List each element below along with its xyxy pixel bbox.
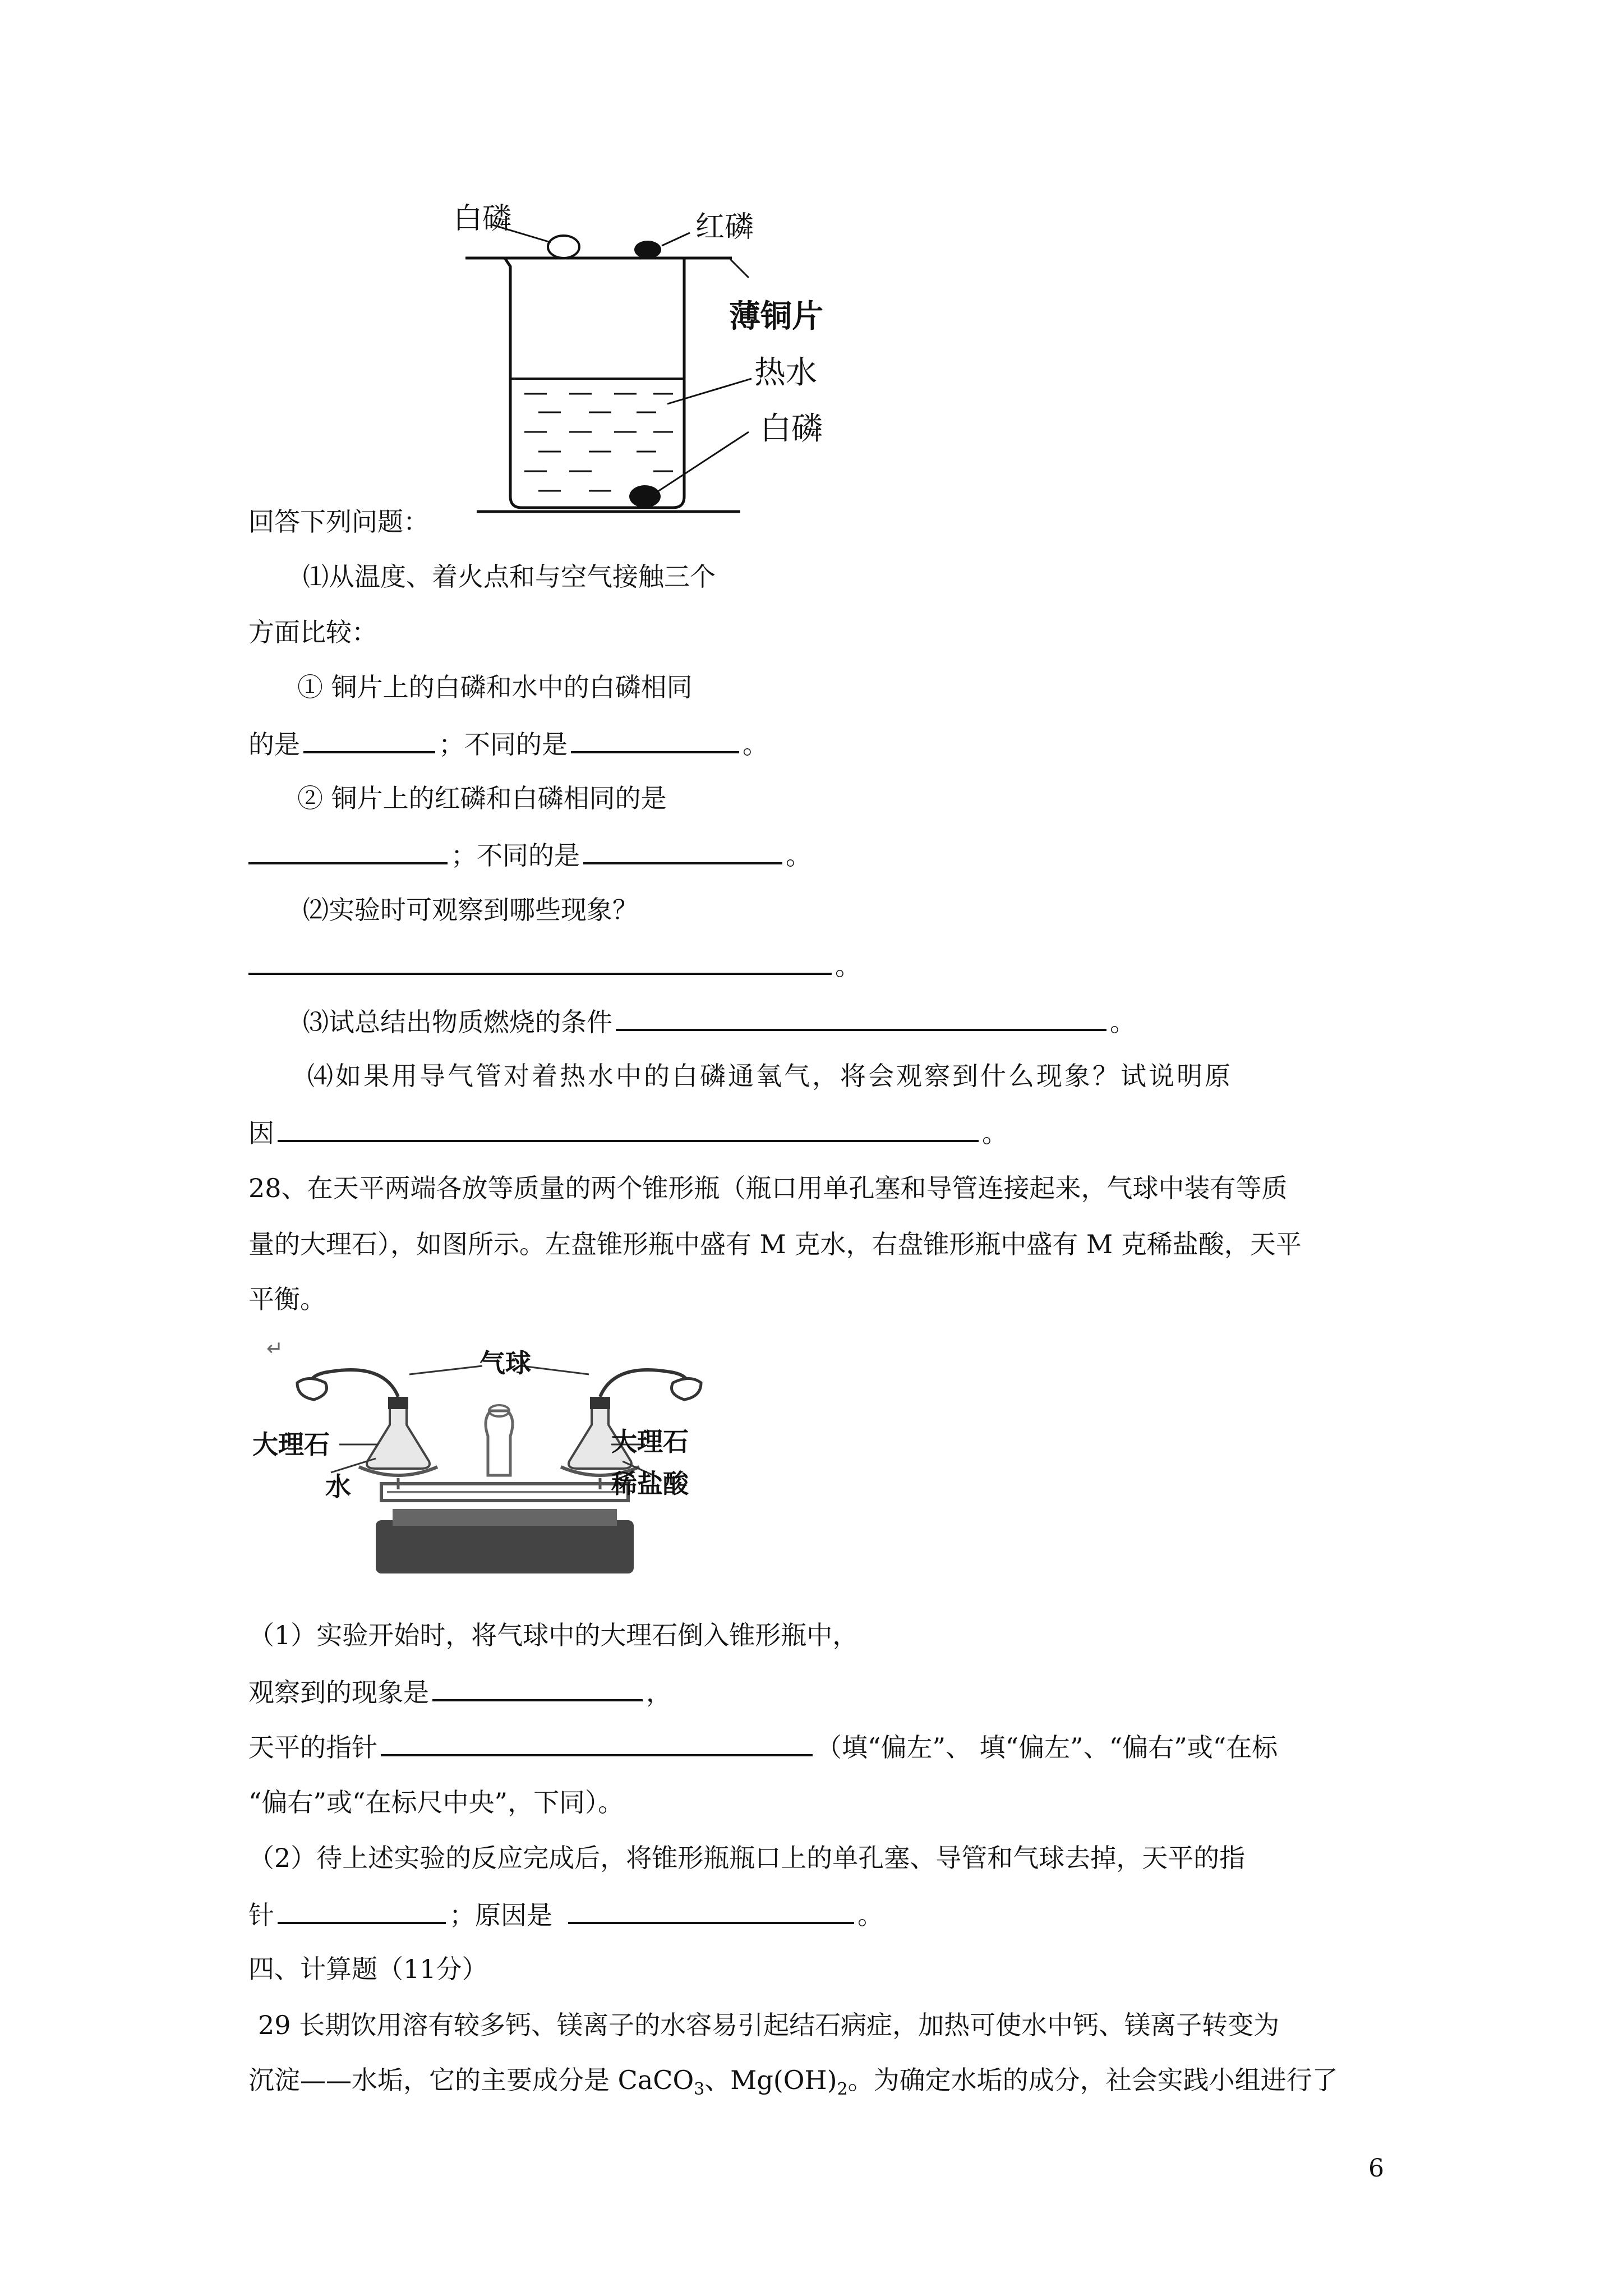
q28-sub2-line2: 针 ；原因是 。 <box>248 1897 883 1932</box>
section4-title: 四、计算题（11分） <box>248 1954 488 1984</box>
q27-part2-answer: 。 <box>248 948 861 983</box>
phosphorus-experiment-figure <box>426 185 886 522</box>
q27-item1-line1: ① 铜片上的白磷和水中的白磷相同 <box>297 672 693 702</box>
q27-item2-line2: ；不同的是 。 <box>248 838 811 872</box>
label-white-phosphorus-top: 白磷 <box>453 202 512 236</box>
left-flask <box>367 1405 430 1469</box>
answer-blank-9[interactable] <box>381 1729 813 1756</box>
q29-line1: 29 长期饮用溶有较多钙、镁离子的水容易引起结石病症，加热可使水中钙、镁离子转变为 <box>258 2010 1280 2040</box>
q28-line2: 量的大理石），如图所示。左盘锥形瓶中盛有 M 克水，右盘锥形瓶中盛有 M 克稀盐酸，天平 <box>248 1229 1302 1259</box>
page-number: 6 <box>1368 2154 1384 2183</box>
q28-sub1-line4: “偏右”或“在标尺中央”，下同）。 <box>248 1787 624 1818</box>
figure2-arrow: ↵ <box>266 1337 284 1360</box>
answer-blank-10[interactable] <box>278 1897 446 1924</box>
answer-blank-5[interactable] <box>248 948 832 975</box>
q28-line1: 28、在天平两端各放等质量的两个锥形瓶（瓶口用单孔塞和导管连接起来，气球中装有等质 <box>248 1173 1288 1203</box>
q27-part4-line1: ⑷如果用导气管对着热水中的白磷通氧气，将会观察到什么现象？试说明原 <box>307 1061 1233 1091</box>
left-balloon <box>297 1379 327 1400</box>
q27-part1-line2: 方面比较： <box>248 617 377 647</box>
answer-blank-2[interactable] <box>571 726 739 753</box>
white-phosphorus-top <box>548 236 579 258</box>
label-marble-left: 大理石 <box>252 1429 330 1460</box>
beaker-outline <box>505 258 684 508</box>
q27-part1-line1: ⑴从温度、着火点和与空气接触三个 <box>303 562 716 592</box>
label-water: 水 <box>325 1471 351 1502</box>
answer-blank-8[interactable] <box>432 1674 643 1701</box>
answer-blank-4[interactable] <box>583 838 782 864</box>
label-hot-water: 热水 <box>754 355 817 391</box>
q27-part4-line2: 因 。 <box>248 1115 1008 1150</box>
q28-sub1-line3: 天平的指针 （填“偏左”、 填“偏左”、“偏右”或“在标 <box>248 1729 1278 1764</box>
q27-part2: ⑵实验时可观察到哪些现象？ <box>303 895 638 925</box>
q27-part3: ⑶试总结出物质燃烧的条件 。 <box>303 1004 1136 1039</box>
label-white-phosphorus-bottom: 白磷 <box>760 411 823 447</box>
balance-base <box>376 1520 634 1573</box>
answer-blank-6[interactable] <box>616 1004 1106 1031</box>
q27-item1-line2: 的是 ；不同的是 。 <box>248 726 768 761</box>
q28-sub1-line2: 观察到的现象是 ， <box>248 1674 672 1709</box>
white-phosphorus-bottom <box>629 485 661 508</box>
answer-blank-3[interactable] <box>248 838 448 864</box>
label-marble-right: 大理石 <box>611 1427 689 1457</box>
q28-sub1-line1: （1）实验开始时，将气球中的大理石倒入锥形瓶中， <box>248 1620 859 1650</box>
right-balloon <box>672 1379 702 1400</box>
q28-line3: 平衡。 <box>248 1284 326 1314</box>
q27-intro: 回答下列问题： <box>248 507 429 537</box>
label-balloon: 气球 <box>479 1348 531 1378</box>
q28-sub2-line1: （2）待上述实验的反应完成后，将锥形瓶瓶口上的单孔塞、导管和气球去掉，天平的指 <box>248 1843 1246 1873</box>
label-copper-sheet: 薄铜片 <box>729 298 823 335</box>
q27-item2-line1: ② 铜片上的红磷和白磷相同的是 <box>297 783 667 813</box>
label-dilute-acid: 稀盐酸 <box>611 1469 689 1499</box>
answer-blank-7[interactable] <box>278 1115 979 1142</box>
answer-blank-1[interactable] <box>303 726 435 753</box>
red-phosphorus <box>634 241 661 259</box>
q29-line2: 沉淀——水垢，它的主要成分是 CaCO$_3$、$Mg(OH)_2$。为确定水垢的成分，社会实践小组进行了 <box>248 2065 1338 2100</box>
answer-blank-11[interactable] <box>568 1897 854 1924</box>
label-red-phosphorus: 红磷 <box>695 210 754 244</box>
